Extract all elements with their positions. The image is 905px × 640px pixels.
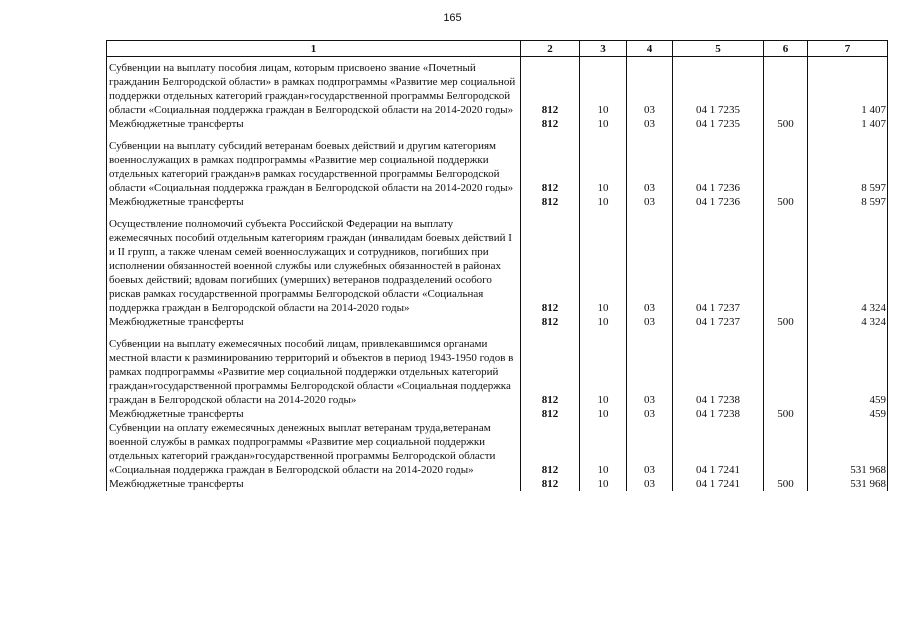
row-amount: 4 324 xyxy=(808,315,888,329)
row-amount: 459 xyxy=(808,329,888,407)
row-amount: 531 968 xyxy=(808,477,888,491)
row-amount: 531 968 xyxy=(808,421,888,477)
row-target-article: 04 1 7237 xyxy=(673,315,764,329)
table-row xyxy=(107,209,888,315)
row-name: Межбюджетные трансферты xyxy=(107,407,521,421)
row-amount: 4 324 xyxy=(808,209,888,315)
row-target-article: 04 1 7241 xyxy=(673,477,764,491)
row-expense-type: 500 xyxy=(764,195,808,209)
page-number: 165 xyxy=(443,12,462,24)
row-name: Межбюджетные трансферты xyxy=(107,315,521,329)
row-expense-type xyxy=(764,57,808,118)
row-name: Субвенции на выплату субсидий ветеранам боевых действий и другим категориям военнослужащих в рамках подпрограммы «Развитие мер социальной поддержки отдельных категорий граждан»в рамках государственной программы Белгородской области «Социальная поддержка граждан в Белгородской области на 2014-2020 годы» xyxy=(107,131,521,195)
row-target-article: 04 1 7238 xyxy=(673,407,764,421)
row-subsection-code: 03 xyxy=(627,315,673,329)
row-expense-type: 500 xyxy=(764,315,808,329)
row-amount: 459 xyxy=(808,407,888,421)
table-row xyxy=(107,315,888,329)
table-header-row xyxy=(107,41,888,57)
row-subsection-code: 03 xyxy=(627,407,673,421)
row-expense-type xyxy=(764,209,808,315)
table-row xyxy=(107,421,888,477)
row-ministry-code: 812 xyxy=(521,407,580,421)
row-subsection-code: 03 xyxy=(627,131,673,195)
row-target-article: 04 1 7236 xyxy=(673,195,764,209)
row-amount: 1 407 xyxy=(808,57,888,118)
row-ministry-code: 812 xyxy=(521,329,580,407)
row-section-code: 10 xyxy=(580,329,627,407)
header-col-2: 2 xyxy=(521,41,580,57)
row-ministry-code: 812 xyxy=(521,195,580,209)
row-name: Субвенции на оплату ежемесячных денежных выплат ветеранам труда,ветеранам военной службы в рамках подпрограммы «Развитие мер социальной поддержки отдельных категорий граждан»государственной программы Белгородской области «Социальная поддержка граждан в Белгородской области на 2014-2020 годы» xyxy=(107,421,521,477)
row-section-code: 10 xyxy=(580,117,627,131)
row-target-article: 04 1 7235 xyxy=(673,57,764,118)
row-amount: 8 597 xyxy=(808,195,888,209)
table-row xyxy=(107,195,888,209)
row-expense-type xyxy=(764,421,808,477)
row-target-article: 04 1 7238 xyxy=(673,329,764,407)
row-subsection-code: 03 xyxy=(627,57,673,118)
table-row xyxy=(107,477,888,491)
row-ministry-code: 812 xyxy=(521,421,580,477)
table-row xyxy=(107,407,888,421)
row-subsection-code: 03 xyxy=(627,209,673,315)
row-ministry-code: 812 xyxy=(521,57,580,118)
header-col-6: 6 xyxy=(764,41,808,57)
header-col-4: 4 xyxy=(627,41,673,57)
row-name: Субвенции на выплату пособия лицам, которым присвоено звание «Почетный гражданин Белгородской области» в рамках подпрограммы «Развитие мер социальной поддержки отдельных категорий граждан»государственной программы Белгородской области «Социальная поддержка граждан в Белгородской области на 2014-2020 годы» xyxy=(107,57,521,118)
row-expense-type xyxy=(764,131,808,195)
row-subsection-code: 03 xyxy=(627,477,673,491)
row-subsection-code: 03 xyxy=(627,421,673,477)
row-expense-type: 500 xyxy=(764,407,808,421)
row-section-code: 10 xyxy=(580,195,627,209)
row-ministry-code: 812 xyxy=(521,131,580,195)
row-ministry-code: 812 xyxy=(521,477,580,491)
row-ministry-code: 812 xyxy=(521,117,580,131)
header-col-3: 3 xyxy=(580,41,627,57)
row-section-code: 10 xyxy=(580,131,627,195)
row-name: Межбюджетные трансферты xyxy=(107,477,521,491)
row-amount: 8 597 xyxy=(808,131,888,195)
row-section-code: 10 xyxy=(580,421,627,477)
row-expense-type: 500 xyxy=(764,117,808,131)
row-name: Субвенции на выплату ежемесячных пособий лицам, привлекавшимся органами местной власти к разминированию территорий и объектов в период 1943-1950 годов в рамках подпрограммы «Развитие мер социальной поддержки отдельных категорий граждан»государственной программы Белгородской области «Социальная поддержка граждан в Белгородской области на 2014-2020 годы» xyxy=(107,329,521,407)
table-row xyxy=(107,131,888,195)
row-section-code: 10 xyxy=(580,477,627,491)
header-col-1: 1 xyxy=(107,41,521,57)
row-target-article: 04 1 7241 xyxy=(673,421,764,477)
table-row xyxy=(107,329,888,407)
row-expense-type xyxy=(764,329,808,407)
row-name: Межбюджетные трансферты xyxy=(107,195,521,209)
row-name: Межбюджетные трансферты xyxy=(107,117,521,131)
row-subsection-code: 03 xyxy=(627,195,673,209)
row-ministry-code: 812 xyxy=(521,209,580,315)
row-section-code: 10 xyxy=(580,315,627,329)
row-ministry-code: 812 xyxy=(521,315,580,329)
row-expense-type: 500 xyxy=(764,477,808,491)
row-amount: 1 407 xyxy=(808,117,888,131)
row-target-article: 04 1 7237 xyxy=(673,209,764,315)
row-target-article: 04 1 7236 xyxy=(673,131,764,195)
row-subsection-code: 03 xyxy=(627,117,673,131)
row-section-code: 10 xyxy=(580,57,627,118)
row-subsection-code: 03 xyxy=(627,329,673,407)
row-name: Осуществление полномочий субъекта Российской Федерации на выплату ежемесячных пособий отдельным категориям граждан (инвалидам боевых действий I и II групп, а также членам семей военнослужащих и сотрудников, погибших при исполнении обязанностей военной службы или служебных обязанностей в районах боевых действий; вдовам погибших (умерших) ветеранов подразделений особого рискав рамках государственной программы Белгородской области «Социальная поддержка граждан в Белгородской области на 2014-2020 годы» xyxy=(107,209,521,315)
row-section-code: 10 xyxy=(580,407,627,421)
budget-table xyxy=(106,40,888,491)
header-col-5: 5 xyxy=(673,41,764,57)
table-row xyxy=(107,57,888,118)
row-target-article: 04 1 7235 xyxy=(673,117,764,131)
header-col-7: 7 xyxy=(808,41,888,57)
table-row xyxy=(107,117,888,131)
row-section-code: 10 xyxy=(580,209,627,315)
